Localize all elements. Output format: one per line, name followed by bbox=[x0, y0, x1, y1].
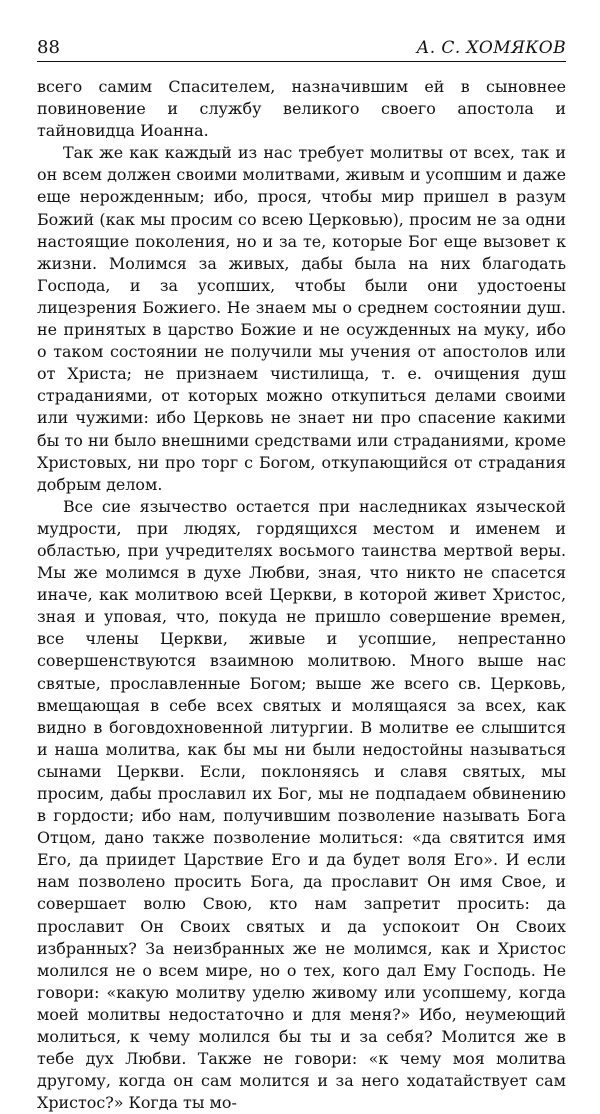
running-head-author: А. С. ХОМЯКОВ bbox=[416, 38, 566, 58]
page-header bbox=[37, 36, 566, 60]
header-rule bbox=[37, 61, 566, 62]
paragraph-paganism: Все сие язычество остается при наследниках языческой мудрости, при людях, гордящихся местом и именем и областью, при учредителях восьмого таинства мертвой веры. Мы же молимся в духе Любви, зная, что никто не спасется иначе, как молитвою всей Церкви, в которой живет Христос, зная и уповая, что, покуда не пришло совершение времен, все члены Церкви, живые и усопшие, непрестанно совершенствуются взаимною молитвою. Много выше нас святые, прославленные Богом; выше же всего св. Церковь, вмещающая в себе всех святых и молящаяся за всех, как видно в боговдохновенной литургии. В молитве ее слышится и наша молитва, как бы мы ни были недостойны называться сынами Церкви. Если, поклоняясь и славя святых, мы просим, дабы прославил их Бог, мы не подпадаем обвинению в гордости; ибо нам, получившим позволение называть Бога Отцом, дано также позволение молиться: «да святится имя Его, да приидет Царствие Его и да будет воля Его». И если нам позволено просить Бога, да прославит Он имя Свое, и совершает волю Свою, кто нам запретит просить: да прославит Он Своих святых и да успокоит Он Своих избранных? За неизбранных же не молимся, как и Христос молился не о всем мире, но о тех, кого дал Ему Господь. Не говори: «какую молитву уделю живому или усопшему, когда моей молитвы недостаточно и для меня?» Ибо, неумеющий молиться, к чему молился бы ты и за себя? Молится же в тебе дух Любви. Также не говори: «к чему моя молитва другому, когда он сам молится и за него ходатайствует сам Христос?» Когда ты мо- bbox=[37, 496, 566, 1113]
paragraph-prayer-for-all: Так же как каждый из нас требует молитвы от всех, так и он всем должен своими молитвами, живым и усопшим и даже еще нерожденным; ибо, прося, чтобы мир пришел в разум Божий (как мы просим со всею Церковью), просим не за одни настоящие поколения, но и за те, которые Бог еще вызовет к жизни. Молимся за живых, дабы была на них благодать Господа, и за усопших, чтобы были они удостоены лицезрения Божиего. Не знаем мы о среднем состоянии душ. не принятых в царство Божие и не осужденных на муку, ибо о таком состоянии не получили мы учения от апостолов или от Христа; не признаем чистилища, т. е. очищения душ страданиями, от которых можно откупиться делами своими или чужими: ибо Церковь не знает ни про спасение какими бы то ни было внешними средствами или страданиями, кроме Христовых, ни про торг с Богом, откупающийся от страдания добрым делом. bbox=[37, 143, 566, 494]
page-body bbox=[37, 76, 566, 1114]
book-page bbox=[37, 36, 566, 1113]
page-number: 88 bbox=[37, 37, 60, 58]
paragraph-continuation: всего самим Спасителем, назначившим ей в сыновнее повиновение и службу великого своего апостола и тайновидца Иоанна. bbox=[37, 77, 566, 141]
